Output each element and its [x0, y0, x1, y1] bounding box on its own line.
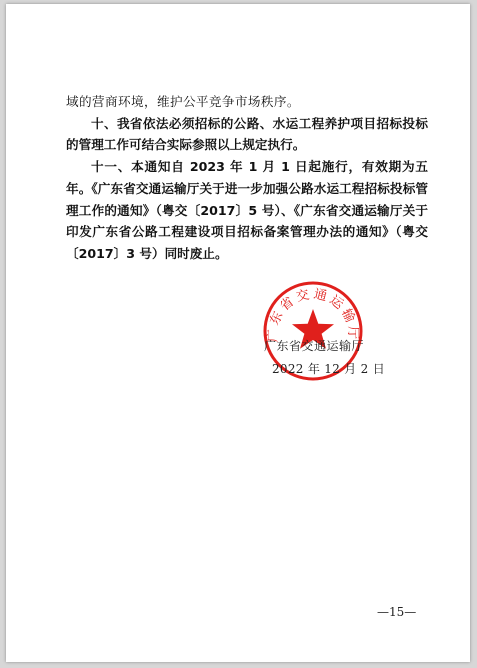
- page-number: —15—: [377, 605, 417, 619]
- document-body: [66, 91, 428, 265]
- issuing-authority: 广东省交通运输厅: [264, 339, 365, 353]
- document-page: [6, 4, 470, 662]
- paragraph-continuation: 域的营商环境，维护公平竞争市场秩序。: [66, 94, 300, 109]
- paragraph-eleven: 十一、本通知自 2023 年 1 月 1 日起施行，有效期为五年。《广东省交通运输厅关于进一步加强公路水运工程招标投标管理工作的通知》（粤交〔2017〕5 号）、《广东省交通运输厅关于印发广东省公路工程建设项目招标备案管理办法的通知》（粤交〔2017〕3 号）同时废止。: [66, 159, 428, 261]
- paragraph-ten: 十、我省依法必须招标的公路、水运工程养护项目招标投标的管理工作可结合实际参照以上规定执行。: [66, 115, 428, 153]
- issue-date: 2022 年 12 月 2 日: [272, 362, 386, 376]
- seal-text: 广东省交通运输厅: [265, 286, 361, 343]
